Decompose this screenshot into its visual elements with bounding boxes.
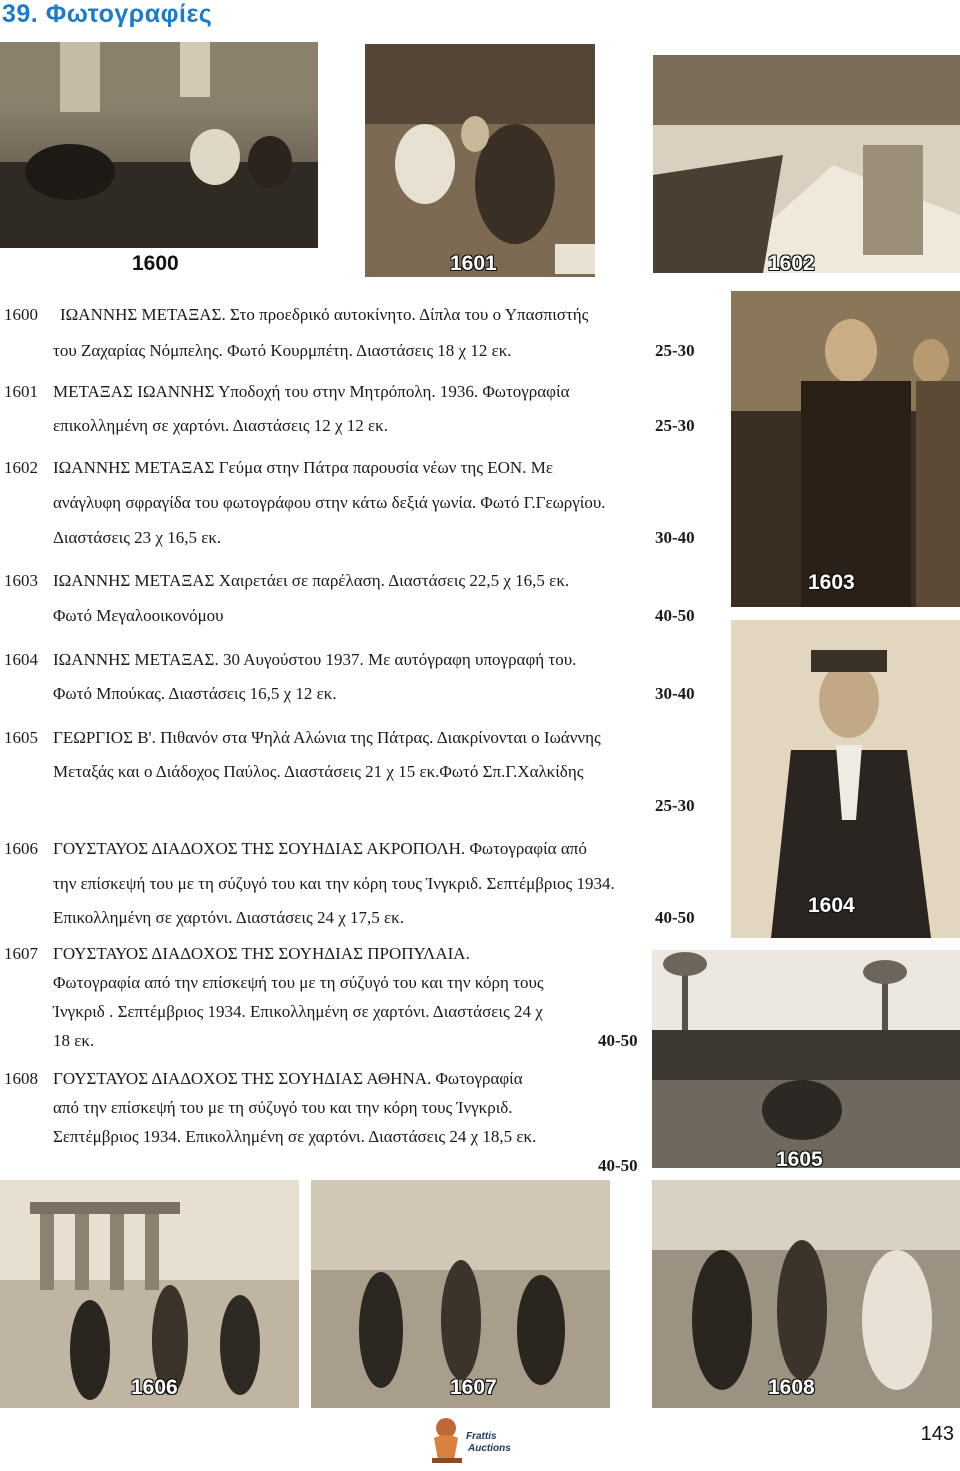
photo-1603[interactable] (731, 291, 960, 607)
photo-label-1608: 1608 (768, 1376, 815, 1399)
lot-price: 25-30 (655, 341, 695, 360)
lot-price: 40-50 (655, 908, 695, 927)
lot-text: Επικολλημένη σε χαρτόνι. Διαστάσεις 24 χ 17,5 εκ. (53, 908, 404, 927)
lot-price: 25-30 (655, 416, 695, 435)
frattis-auctions-logo (422, 1414, 532, 1464)
lot-price: 30-40 (655, 684, 695, 703)
lot-price: 30-40 (655, 528, 695, 547)
lot-text: Διαστάσεις 23 χ 16,5 εκ. (53, 528, 222, 547)
lot-text: Σεπτέμβριος 1934. Επικολλημένη σε χαρτόνι. Διαστάσεις 24 χ 18,5 εκ. (53, 1127, 537, 1146)
photo-1605[interactable] (652, 950, 960, 1168)
lot-text: επικολλημένη σε χαρτόνι. Διαστάσεις 12 χ 12 εκ. (53, 416, 388, 435)
lot-number: 1606 (4, 839, 38, 858)
lot-text: Μεταξάς και ο Διάδοχος Παύλος. Διαστάσεις 21 χ 15 εκ.Φωτό Σπ.Γ.Χαλκίδης (53, 762, 584, 781)
photo-label-1602: 1602 (768, 252, 815, 275)
lot-text: ΓΟΥΣΤΑΥΟΣ ΔΙΑΔΟΧΟΣ ΤΗΣ ΣΟΥΗΔΙΑΣ ΑΚΡΟΠΟΛΗ. Φωτογραφία από (53, 839, 587, 858)
photo-label-1604: 1604 (808, 894, 855, 917)
lot-price: 40-50 (598, 1156, 638, 1175)
lot-text: ΓΕΩΡΓΙΟΣ Β'. Πιθανόν στα Ψηλά Αλώνια της Πάτρας. Διακρίνονται ο Ιωάννης (53, 728, 601, 747)
lot-text: Φωτογραφία από την επίσκεψή του με τη σύζυγό του και την κόρη τους (53, 973, 544, 992)
lot-number: 1604 (4, 650, 38, 669)
logo-line1: Frattis (466, 1431, 497, 1442)
lot-text: ανάγλυφη σφραγίδα του φωτογράφου στην κάτω δεξιά γωνία. Φωτό Γ.Γεωργίου. (53, 493, 606, 512)
lot-price: 25-30 (655, 796, 695, 815)
photo-label-1601: 1601 (450, 252, 497, 275)
lot-text: ΙΩΑΝΝΗΣ ΜΕΤΑΞΑΣ Χαιρετάει σε παρέλαση. Διαστάσεις 22,5 χ 16,5 εκ. (53, 571, 570, 590)
page-title: 39. Φωτογραφίες (2, 0, 213, 28)
lot-number: 1603 (4, 571, 38, 590)
photo-1601[interactable] (365, 44, 595, 277)
lot-number: 1602 (4, 458, 38, 477)
photo-1604[interactable] (731, 620, 960, 938)
lot-text: 18 εκ. (53, 1031, 95, 1050)
lot-number: 1601 (4, 382, 38, 401)
lot-text: Φωτό Μπούκας. Διαστάσεις 16,5 χ 12 εκ. (53, 684, 337, 703)
photo-1608[interactable] (652, 1180, 960, 1408)
lot-text: Ίνγκριδ . Σεπτέμβριος 1934. Επικολλημένη σε χαρτόνι. Διαστάσεις 24 χ (53, 1002, 543, 1021)
lot-price: 40-50 (598, 1031, 638, 1050)
page-number: 143 (920, 1423, 954, 1445)
lot-text: ΙΩΑΝΝΗΣ ΜΕΤΑΞΑΣ. Στο προεδρικό αυτοκίνητο. Δίπλα του ο Υπασπιστής (60, 305, 589, 324)
lot-text: του Ζαχαρίας Νόμπελης. Φωτό Κουρμπέτη. Διαστάσεις 18 χ 12 εκ. (53, 341, 512, 360)
photo-1607[interactable] (311, 1180, 610, 1408)
lot-text: Φωτό Μεγαλοοικονόμου (53, 606, 224, 625)
photo-label-1603: 1603 (808, 571, 855, 594)
lot-text: ΙΩΑΝΝΗΣ ΜΕΤΑΞΑΣ. 30 Αυγούστου 1937. Με αυτόγραφη υπογραφή του. (53, 650, 577, 669)
lot-text: ΜΕΤΑΞΑΣ ΙΩΑΝΝΗΣ Υποδοχή του στην Μητρόπολη. 1936. Φωτογραφία (53, 382, 570, 401)
lot-text: την επίσκεψή του με τη σύζυγό του και την κόρη τους Ίνγκριδ. Σεπτέμβριος 1934. (53, 874, 615, 893)
photo-1602[interactable] (653, 55, 960, 273)
lot-text: ΙΩΑΝΝΗΣ ΜΕΤΑΞΑΣ Γεύμα στην Πάτρα παρουσία νέων της ΕΟΝ. Με (53, 458, 553, 477)
lot-text: ΓΟΥΣΤΑΥΟΣ ΔΙΑΔΟΧΟΣ ΤΗΣ ΣΟΥΗΔΙΑΣ ΑΘΗΝΑ. Φωτογραφία (53, 1069, 523, 1088)
lot-price: 40-50 (655, 606, 695, 625)
lot-number: 1607 (4, 944, 38, 963)
lot-number: 1605 (4, 728, 38, 747)
photo-label-1605: 1605 (776, 1148, 823, 1171)
photo-label-1607: 1607 (450, 1376, 497, 1399)
photo-label-1606: 1606 (131, 1376, 178, 1399)
logo-line2: Auctions (468, 1443, 511, 1454)
photo-1600[interactable] (0, 42, 318, 248)
photo-label-1600: 1600 (132, 252, 179, 275)
lot-text: ΓΟΥΣΤΑΥΟΣ ΔΙΑΔΟΧΟΣ ΤΗΣ ΣΟΥΗΔΙΑΣ ΠΡΟΠΥΛΑΙΑ. (53, 944, 470, 963)
lot-number: 1600 (4, 305, 38, 324)
photo-1606[interactable] (0, 1180, 299, 1408)
lot-number: 1608 (4, 1069, 38, 1088)
lot-text: από την επίσκεψή του με τη σύζυγό του και την κόρη τους Ίνγκριδ. (53, 1098, 513, 1117)
